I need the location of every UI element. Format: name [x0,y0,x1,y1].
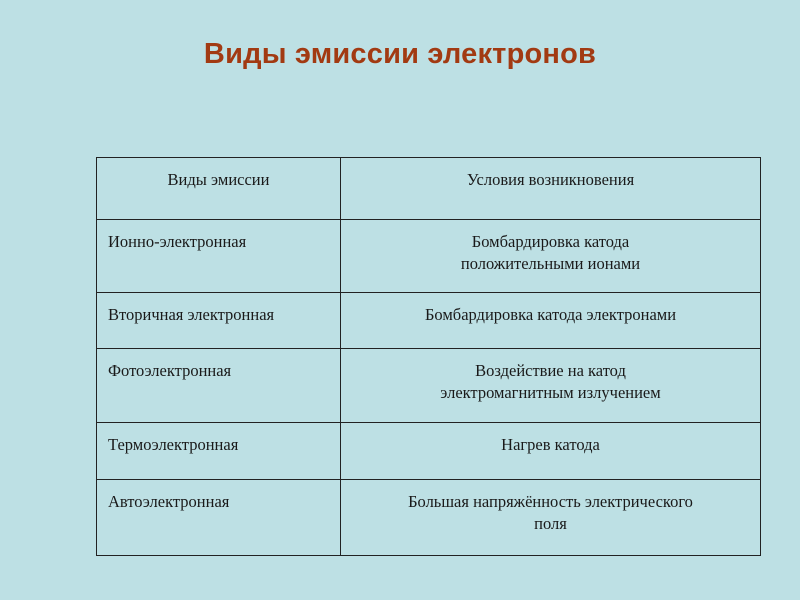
conditions-line: Бомбардировка катода [471,232,630,251]
conditions-line: положительными ионами [460,254,641,273]
conditions-line: Большая напряжённость электрического [408,492,693,511]
table-header-row [97,158,761,220]
table-row [97,349,761,423]
emission-type-cell: Фотоэлектронная [97,349,341,423]
conditions-line: электромагнитным излучением [440,383,661,402]
header-conditions: Условия возникновения [341,158,761,220]
emission-type-cell: Вторичная электронная [97,293,341,349]
conditions-cell [341,480,761,556]
conditions-line: Нагрев катода [501,435,600,454]
conditions-cell [341,220,761,293]
table-row [97,423,761,480]
emission-type-cell: Автоэлектронная [97,480,341,556]
conditions-line: поля [534,514,567,533]
emission-type-cell: Ионно-электронная [97,220,341,293]
conditions-line: Воздействие на катод [475,361,626,380]
conditions-cell [341,349,761,423]
slide-title: Виды эмиссии электронов [203,38,597,70]
header-type: Виды эмиссии [97,158,341,220]
conditions-cell [341,423,761,480]
conditions-line: Бомбардировка катода электронами [424,305,677,324]
table-row [97,293,761,349]
conditions-cell [341,293,761,349]
table-row [97,480,761,556]
emission-types-table [96,157,761,556]
table-row [97,220,761,293]
emission-type-cell: Термоэлектронная [97,423,341,480]
